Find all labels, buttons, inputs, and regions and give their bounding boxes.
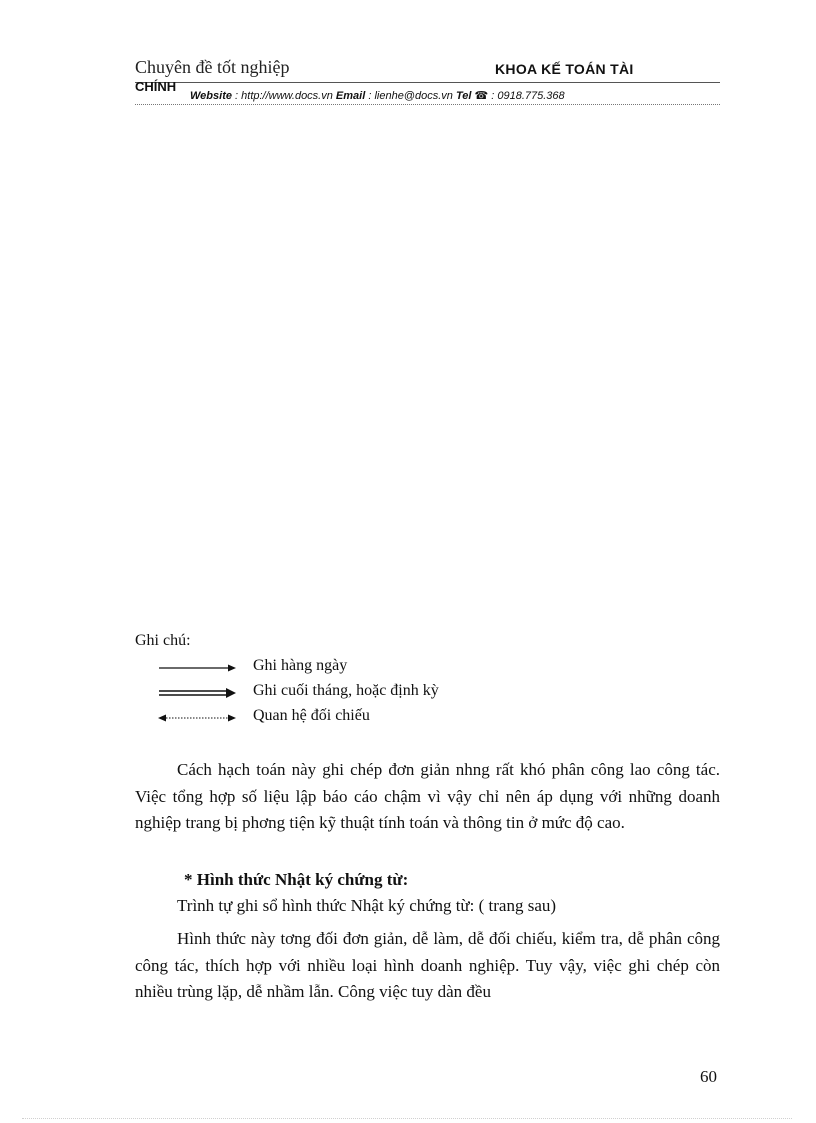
- legend-item: [158, 682, 578, 706]
- dotted-bidirectional-arrow-icon: [158, 711, 238, 725]
- section-heading: * Hình thức Nhật ký chứng từ:: [184, 870, 409, 889]
- tel-label: Tel ☎: [455, 90, 489, 102]
- body-paragraph: Cách hạch toán này ghi chép đơn giản nhng rất khó phân công lao công tác. Việc tổng hợp số liệu lập báo cáo chậm vì vậy chỉ nên áp dụng với những doanh nghiệp trang bị phơng tiện kỹ thuật tính toán và thông tin ở mức độ cao.: [135, 760, 720, 832]
- legend-item: [158, 707, 578, 731]
- header-faculty-title-cont: CHÍNH: [135, 79, 177, 94]
- page-number: 60: [700, 1067, 717, 1086]
- website-value[interactable]: : http://www.docs.vn: [231, 90, 336, 102]
- body-paragraph: Hình thức này tơng đối đơn giản, dễ làm, dễ đối chiếu, kiểm tra, dễ phân công công tác, thích hợp với nhiều loại hình doanh nghiệp. Tuy vậy, việc ghi chép còn nhiều trùng lặp, dễ nhầm lẫn. Công việc tuy dàn đều: [135, 929, 720, 1001]
- website-label: Website: [190, 90, 232, 102]
- email-value[interactable]: : lienhe@docs.vn: [365, 90, 456, 102]
- legend-label: Quan hệ đối chiếu: [253, 707, 370, 724]
- header-rule: [135, 82, 720, 83]
- footer-dotted-rule: [22, 1118, 792, 1119]
- legend-label: Ghi hàng ngày: [253, 657, 348, 674]
- tel-value: : 0918.775.368: [488, 90, 565, 102]
- email-label: Email: [335, 90, 366, 102]
- header-doc-title: Chuyên đề tốt nghiệp: [135, 57, 290, 77]
- legend-title: Ghi chú:: [135, 632, 191, 649]
- legend-label: Ghi cuối tháng, hoặc định kỳ: [253, 682, 439, 699]
- header-contact-line: [190, 89, 565, 102]
- body-line: Trình tự ghi sổ hình thức Nhật ký chứng từ: ( trang sau): [177, 896, 557, 915]
- header-dotted-rule: [135, 104, 720, 105]
- header-faculty-title: KHOA KẾ TOÁN TÀI: [495, 61, 634, 77]
- single-arrow-icon: [158, 661, 238, 675]
- double-arrow-icon: [158, 686, 238, 700]
- legend-item: [158, 657, 578, 681]
